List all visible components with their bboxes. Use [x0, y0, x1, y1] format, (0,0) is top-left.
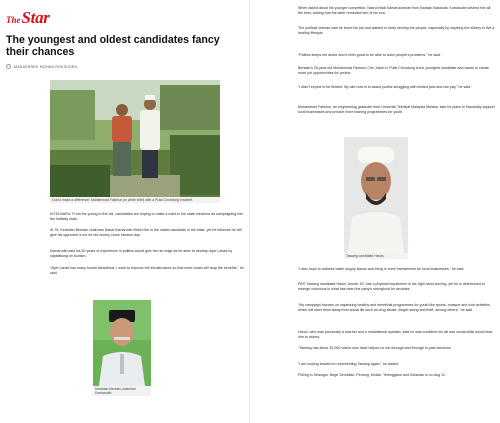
harun-caption: Tawang candidate Harun. [344, 253, 408, 259]
logo-the: The [6, 15, 21, 25]
paragraph: “I am looking forward to representing Tawang again,” he added. [298, 362, 399, 366]
paragraph: Muhammad Fakhrun, an engineering graduate from Universiti Teknikal Malaysia Melaka, said he plans to financially support local businesses and provide more training programmes for youth. [298, 105, 495, 115]
paragraph: At 76, Kelantan Bersatu chairman Datuk Kamarudin Mohd Nor is the oldest candidate in the state, yet he believes he will give his opponent a run for his money come election day. [50, 228, 242, 238]
byline-author: MANASHREE MOHAN ROKSUDEN [14, 64, 78, 69]
article-headline: The youngest and oldest candidates fancy their chances [6, 34, 220, 58]
kamarudin-caption: Kelantan Bersatu chairman Kamarudin. [93, 386, 151, 396]
paragraph: KOTA BARU: From the young to the old, candidates are hoping to make a mark in the state elections as campaigning hits the halfway mark. [50, 212, 243, 222]
article-left-column [0, 0, 246, 423]
byline [6, 64, 77, 69]
paragraph: “I also hope to address water supply issues and bring in more investments for local businesses,” he said. [298, 267, 465, 271]
column-divider [249, 0, 250, 423]
article-right-column [254, 0, 500, 423]
paragraph: Bersatu’s 26-year-old Muhammad Fakhrun Che Jusoh in Pulai Chondong is the youngest candidate and wants to create more job opportunities for youths. [298, 66, 489, 76]
harun-portrait [344, 137, 408, 253]
paragraph: “Tawang has about 30,000 voters who have helped us win through and through in past elections. [298, 346, 452, 350]
author-icon [6, 64, 11, 69]
paragraph: Harun, who was previously a teacher and a motivational speaker, said he was confident his wit and social skills would lead him to victory. [298, 330, 493, 340]
the-star-logo[interactable] [6, 8, 50, 28]
paragraph: When asked about his younger competitor, Nasrul Hadi Kamarulzaman from Barisan Nasional, Kamarudin wished him all the best, adding that the latter reminded him of his son. [298, 6, 491, 16]
paragraph: “Politics keeps me active and it feels good to be able to solve people’s problems,” he said. [298, 53, 441, 57]
kamarudin-portrait [93, 300, 151, 386]
paragraph: Polling in Selangor, Negri Sembilan, Penang, Kedah, Terengganu and Kelantan is on Aug 12. [298, 373, 446, 377]
paragraph: “My campaign focuses on organising healthy and beneficial programmes for youth like sports, mosque and club activities, which will steer them away from social ills such as drug abuse, illegal racing and theft, among others,” he said. [298, 303, 491, 313]
paragraph: The political veteran said he loved his job and wanted to keep serving the people, especially by inspiring the elderly to live a healthy lifestyle. [298, 26, 495, 36]
paragraph: “I didn’t expect to be fielded. My aim now is to assist youths struggling with limited jobs and low pay,” he said. [298, 85, 472, 89]
paragraph: Kamarudin said his 40 years of experience in politics would give him an edge as he aims to develop Ayer Lanas by capitalising on tourism. [50, 249, 233, 259]
main-photo-caption: Out to make a difference: Mohammad Fakhrun (in white shirt) with a Pulai Chondong resident. [50, 197, 220, 203]
logo-star: Star [21, 8, 50, 27]
main-photo [50, 80, 220, 197]
paragraph: PAS’ Tawang candidate Harun Jemali, 52, has a physical impairment in his right hand and leg, yet he is determined to emerge victorious in what has been the party’s stronghold for decades. [298, 282, 485, 292]
paragraph: “Ayer Lanas has many tourist attractions. I want to improve the infrastructure so that more locals will reap the benefits,” he said. [50, 266, 244, 276]
